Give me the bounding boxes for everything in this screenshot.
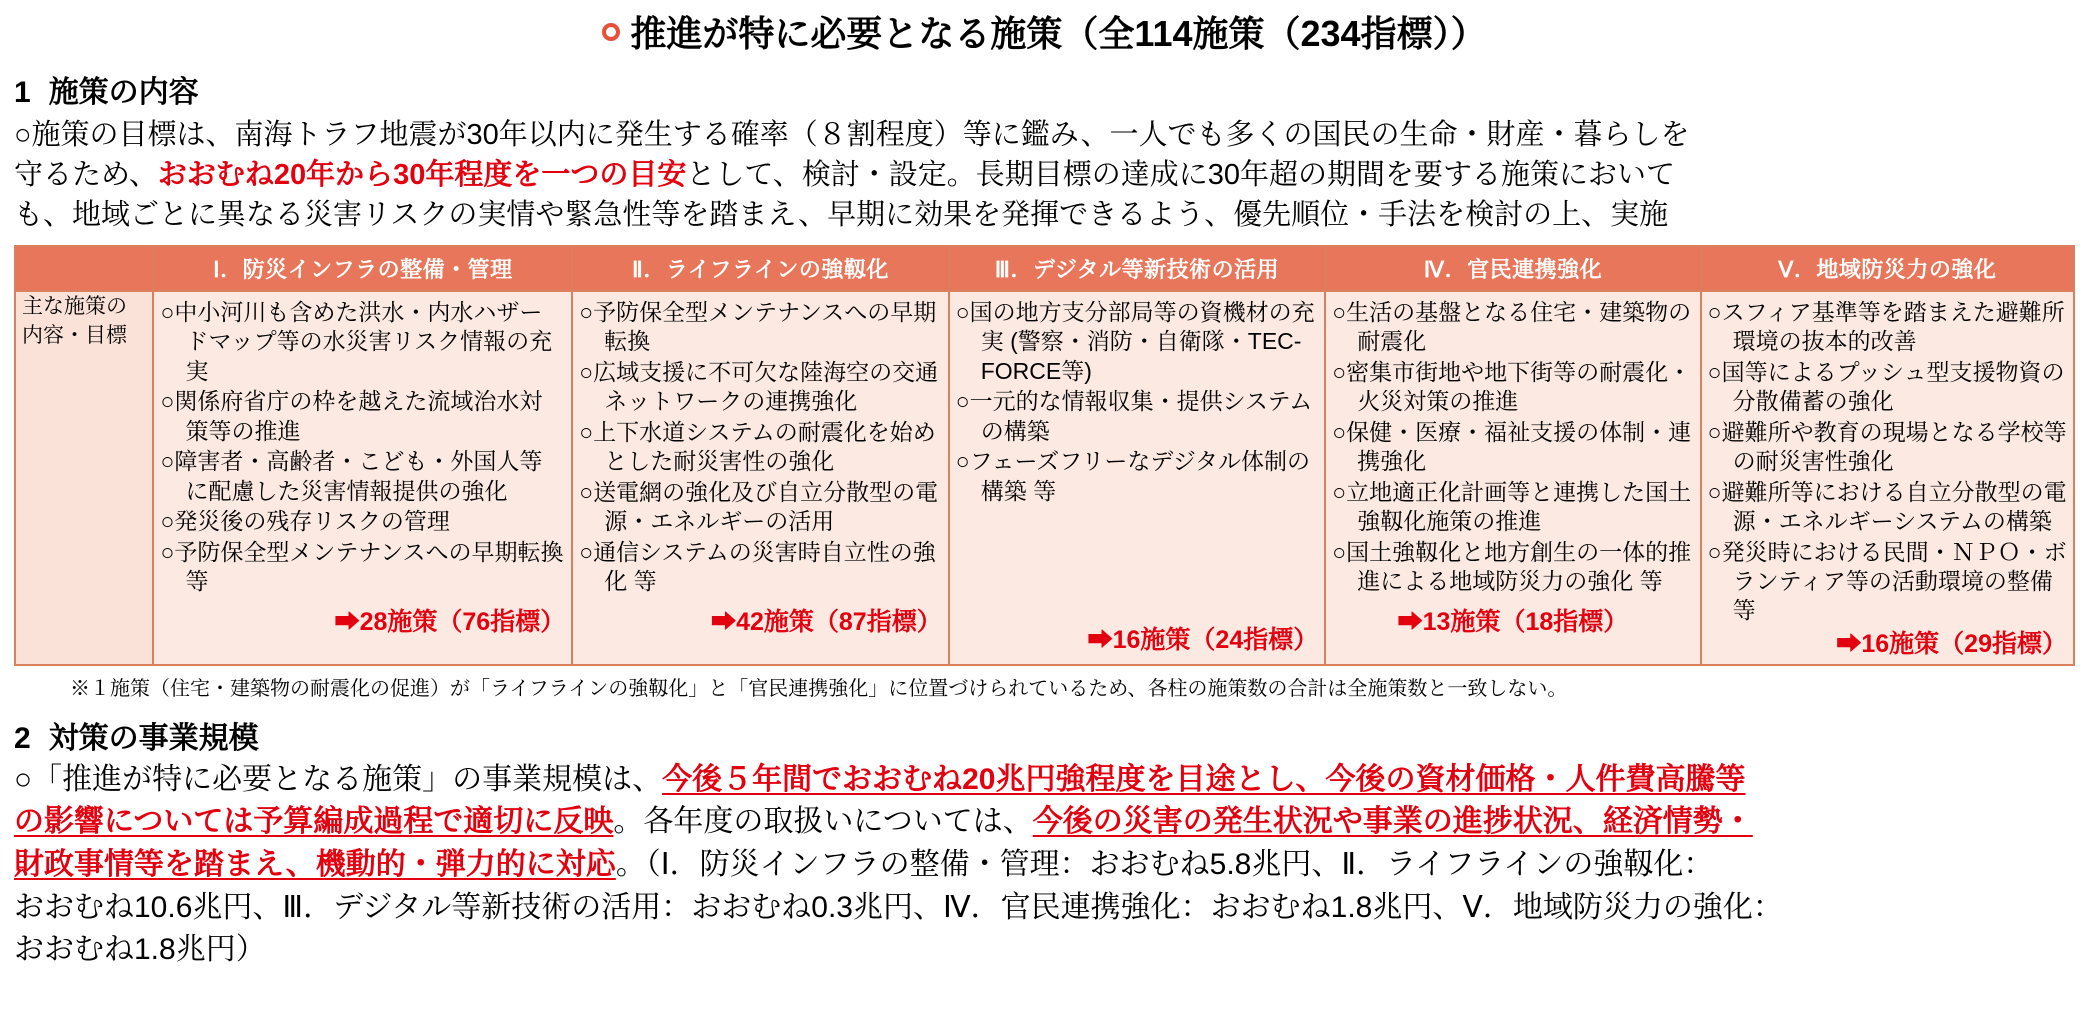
table-corner-cell — [15, 246, 153, 291]
list-item: ○中小河川も含めた洪水・内水ハザードマップ等の水災害リスク情報の充実 — [160, 299, 553, 384]
list-item: ○送電網の強化及び自立分散型の電源・エネルギーの活用 — [579, 478, 939, 535]
list-item: ○国土強靱化と地方創生の一体的推進による地域防災力の強化 等 — [1332, 538, 1692, 594]
measure-list-pillar-1 — [160, 298, 565, 596]
list-item: ○上下水道システムの耐震化を始めとした耐災害性の強化 — [579, 418, 936, 475]
total-count-pillar-5: ➡16施策（29指標） — [1836, 629, 2067, 658]
list-item: ○スフィア基準等を踏まえた避難所環境の抜本的改善 — [1707, 299, 2065, 355]
list-item: ○障害者・高齢者・こども・外国人等に配慮した災害情報提供の強化 — [160, 448, 543, 504]
section-2-paragraph — [14, 759, 2075, 972]
list-item: ○生活の基盤となる住宅・建築物の耐震化 — [1332, 299, 1692, 355]
measure-list-pillar-2 — [579, 298, 942, 596]
section-2-highlight-3: 今後の災害の発生状況や事業の進捗状況、経済情勢・ — [1032, 805, 1753, 839]
row-header-line-1: 主な施策の — [22, 295, 127, 319]
list-item: ○国の地方支分部局等の資機材の充実 (警察・消防・自衛隊・TEC- FORCE等) — [955, 299, 1315, 384]
table-row — [15, 291, 2074, 665]
total-count-pillar-1: ➡28施策（76指標） — [334, 608, 566, 637]
section-1-paragraph — [14, 115, 2075, 235]
section-2-number: 2 — [14, 721, 31, 755]
cell-pillar-5 — [1701, 291, 2074, 665]
cell-pillar-2 — [572, 291, 949, 665]
total-count-pillar-4: ➡13施策（18指標） — [1397, 608, 1629, 637]
section-1-heading — [14, 67, 2075, 111]
cell-pillar-3 — [949, 291, 1326, 665]
list-item: ○保健・医療・福祉支援の体制・連携強化 — [1332, 418, 1692, 475]
section-1-paragraph-line-2-post: として、検討・設定。長期目標の達成に30年超の期間を要する施策において — [686, 159, 1676, 192]
list-item: ○広域支援に不可欠な陸海空の交通ネットワークの連携強化 — [579, 358, 939, 415]
section-1-number: 1 — [14, 76, 31, 109]
section-2-line-5: おおむね1.8兆円） — [14, 933, 266, 967]
section-1-paragraph-line-2-pre: 守るため、 — [14, 159, 158, 192]
total-count-pillar-2: ➡42施策（87指標） — [711, 608, 942, 637]
list-item: ○避難所等における自立分散型の電源・エネルギーシステムの構築 — [1707, 478, 2067, 535]
section-2-heading — [14, 713, 2075, 757]
list-item: ○避難所や教育の現場となる学校等の耐災害性強化 — [1707, 418, 2067, 475]
table-header-row — [15, 246, 2074, 291]
list-item: ○立地適正化計画等と連携した国土強靱化施策の推進 — [1332, 478, 1692, 535]
list-item: ○密集市街地や地下街等の耐震化・火災対策の推進 — [1332, 358, 1692, 415]
row-header-main-measures — [15, 291, 153, 665]
list-item: ○予防保全型メンテナンスへの早期転換 等 — [160, 538, 564, 594]
section-2-highlight-2: の影響については予算編成過程で適切に反映 — [14, 805, 614, 839]
section-2-line-1-pre: ○「推進が特に必要となる施策」の事業規模は、 — [14, 762, 663, 796]
measure-list-pillar-4 — [1332, 298, 1693, 596]
column-header-pillar-1: Ⅰ．防災インフラの整備・管理 — [153, 246, 572, 291]
list-item: ○通信システムの災害時自立性の強化 等 — [579, 538, 936, 594]
page-title — [14, 0, 2075, 57]
column-header-pillar-3: Ⅲ．デジタル等新技術の活用 — [949, 246, 1326, 291]
measure-list-pillar-5 — [1708, 298, 2067, 626]
page-title-text: 推進が特に必要となる施策（全114施策（234指標）） — [630, 13, 1487, 54]
list-item: ○関係府省庁の枠を越えた流域治水対策等の推進 — [160, 388, 543, 444]
list-item: ○予防保全型メンテナンスへの早期転換 — [579, 299, 937, 355]
measure-list-pillar-3 — [956, 298, 1319, 506]
section-2-title: 対策の事業規模 — [48, 721, 259, 755]
column-header-pillar-4: Ⅳ．官民連携強化 — [1325, 246, 1700, 291]
section-2-highlight-1: 今後５年間でおおむね20兆円強程度を目途とし、今後の資材価格・人件費高騰等 — [662, 762, 1746, 796]
section-2-line-4: おおむね10.6兆円、Ⅲ．デジタル等新技術の活用：おおむね0.3兆円、Ⅳ．官民連携強化：おおむね1.8兆円、Ⅴ．地域防災力の強化： — [14, 890, 1783, 924]
section-1-highlight-term: おおむね20年から30年程度を一つの目安 — [157, 159, 687, 192]
section-2-line-2-mid: 。各年度の取扱いについては、 — [613, 805, 1033, 839]
section-2-highlight-4: 財政事情等を踏まえ、機動的・弾力的に対応 — [14, 848, 616, 882]
list-item: ○フェーズフリーなデジタル体制の構築 等 — [955, 448, 1311, 504]
list-item: ○国等によるプッシュ型支援物資の分散備蓄の強化 — [1707, 358, 2065, 415]
row-header-line-2: 内容・目標 — [22, 324, 127, 348]
section-1-paragraph-line-1: ○施策の目標は、南海トラフ地震が30年以内に発生する確率（８割程度）等に鑑み、一人でも多くの国民の生命・財産・暮らしを — [14, 119, 1690, 151]
section-2-line-3-post: 。（Ⅰ．防災インフラの整備・管理：おおむね5.8兆円、Ⅱ．ライフラインの強靱化： — [615, 848, 1714, 882]
measures-matrix-table — [14, 245, 2075, 666]
cell-pillar-4 — [1325, 291, 1700, 665]
cell-pillar-1 — [153, 291, 572, 665]
column-header-pillar-2: Ⅱ．ライフラインの強靱化 — [572, 246, 949, 291]
table-footnote: ※１施策（住宅・建築物の耐震化の促進）が「ライフラインの強靱化」と「官民連携強化」に位置づけられているため、各柱の施策数の合計は全施策数と一致しない。 — [70, 677, 1568, 700]
list-item: ○発災時における民間・ＮＰＯ・ボランティア等の活動環境の整備 等 — [1707, 538, 2067, 624]
section-1-paragraph-line-3: も、地域ごとに異なる災害リスクの実情や緊急性等を踏まえ、早期に効果を発揮できるよう、優先順位・手法を検討の上、実施 — [14, 199, 1669, 232]
total-count-pillar-3: ➡16施策（24指標） — [1087, 626, 1319, 655]
list-item: ○発災後の残存リスクの管理 — [160, 508, 450, 535]
column-header-pillar-5: Ⅴ．地域防災力の強化 — [1701, 246, 2074, 291]
list-item: ○一元的な情報収集・提供システムの構築 — [955, 388, 1313, 444]
section-1-title: 施策の内容 — [48, 76, 199, 109]
circle-bullet-icon — [602, 23, 620, 41]
